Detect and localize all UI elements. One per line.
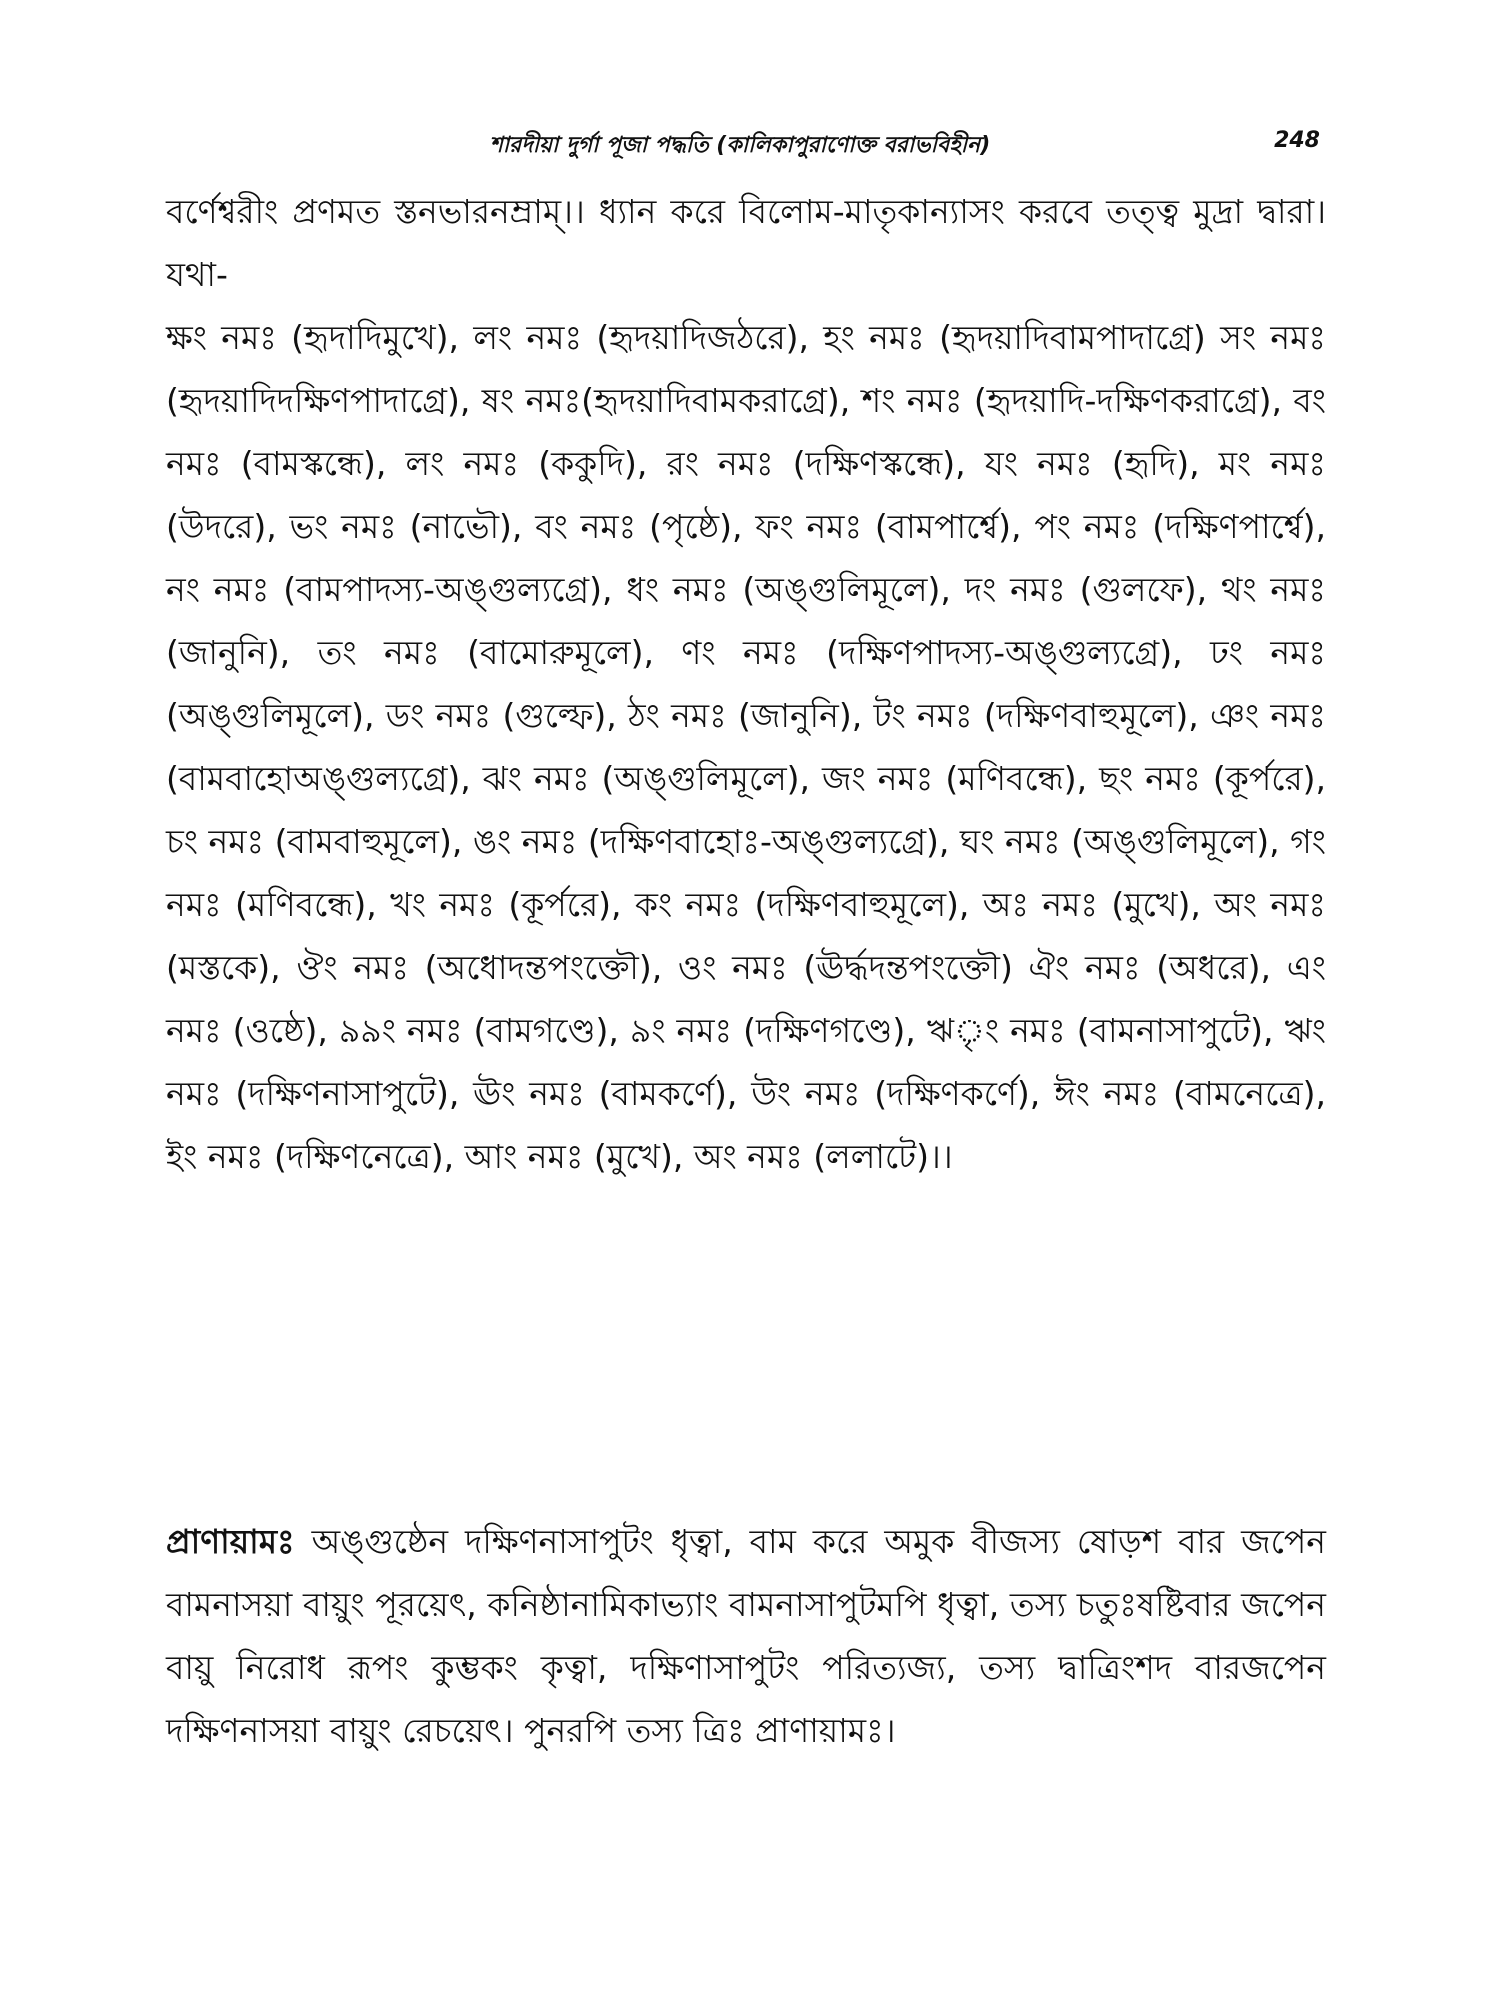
header-title: শারদীয়া দুর্গা পূজা পদ্ধতি (কালিকাপুরাণোক্ত বরাভবিহীন) — [489, 133, 991, 158]
running-header — [160, 128, 1320, 168]
pranayama-paragraph — [166, 1510, 1326, 1762]
nyasa-paragraph — [166, 306, 1326, 1188]
intro-paragraph — [166, 180, 1326, 306]
intro-text: বর্ণেশ্বরীং প্রণমত স্তনভারনম্রাম্।। ধ্যান করে বিলোম-মাতৃকান্যাসং করবে তত্ত্ব মুদ্রা দ্বারা। যথা- — [166, 192, 1326, 294]
pranayama-term: প্রাণায়ামঃ — [166, 1522, 295, 1561]
nyasa-text: ক্ষং নমঃ (হৃদাদিমুখে), লং নমঃ (হৃদয়াদিজঠরে), হং নমঃ (হৃদয়াদিবামপাদাগ্রে) সং নমঃ (হৃদয়াদিদক্ষিণপাদাগ্রে), ষং নমঃ(হৃদয়াদিবামকরাগ্রে), শং নমঃ (হৃদয়াদি-দক্ষিণকরাগ্রে), বং নমঃ (বামস্কন্ধে), লং নমঃ (ককুদি), রং নমঃ (দক্ষিণস্কন্ধে), যং নমঃ (হৃদি), মং নমঃ (উদরে), ভং নমঃ (নাভৌ), বং নমঃ (পৃষ্ঠে), ফং নমঃ (বামপার্শ্বে), পং নমঃ (দক্ষিণপার্শ্বে), নং নমঃ (বামপাদস্য-অঙ্গুল্যগ্রে), ধং নমঃ (অঙ্গুলিমূলে), দং নমঃ (গুলফে), থং নমঃ (জানুনি), তং নমঃ (বামোরুমূলে), ণং নমঃ (দক্ষিণপাদস্য-অঙ্গুল্যগ্রে), ঢং নমঃ (অঙ্গুলিমূলে), ডং নমঃ (গুল্ফে), ঠং নমঃ (জানুনি), টং নমঃ (দক্ষিণবাহুমূলে), ঞং নমঃ (বামবাহোঅঙ্গুল্যগ্রে), ঝং নমঃ (অঙ্গুলিমূলে), জং নমঃ (মণিবন্ধে), ছং নমঃ (কূর্পরে), চং নমঃ (বামবাহুমূলে), ঙং নমঃ (দক্ষিণবাহোঃ-অঙ্গুল্যগ্রে), ঘং নমঃ (অঙ্গুলিমূলে), গং নমঃ (মণিবন্ধে), খং নমঃ (কূর্পরে), কং নমঃ (দক্ষিণবাহুমূলে), অঃ নমঃ (মুখে), অং নমঃ (মস্তকে), ঔং নমঃ (অধোদন্তপংক্তৌ), ওং নমঃ (ঊর্দ্ধদন্তপংক্তৌ) ঐং নমঃ (অধরে), এং নমঃ (ওষ্ঠে), ৯৯ং নমঃ (বামগণ্ডে), ৯ং নমঃ (দক্ষিণগণ্ডে), ঋৃং নমঃ (বামনাসাপুটে), ঋং নমঃ (দক্ষিণনাসাপুটে), ঊং নমঃ (বামকর্ণে), উং নমঃ (দক্ষিণকর্ণে), ঈং নমঃ (বামনেত্রে), ইং নমঃ (দক্ষিণনেত্রে), আং নমঃ (মুখে), অং নমঃ (ললাটে)।। — [166, 318, 1326, 1176]
pranayama-body — [166, 1510, 1326, 1762]
pranayama-text: অঙ্গুষ্ঠেন দক্ষিণনাসাপুটং ধৃত্বা, বাম করে অমুক বীজস্য ষোড়শ বার জপেন বামনাসয়া বায়ুং পূরয়েৎ, কনিষ্ঠানামিকাভ্যাং বামনাসাপুটমপি ধৃত্বা, তস্য চতুঃষষ্টিবার জপেন বায়ু নিরোধ রূপং কুম্ভকং কৃত্বা, দক্ষিণাসাপুটং পরিত্যজ্য, তস্য দ্বাত্রিংশদ বারজপেন দক্ষিণনাসয়া বায়ুং রেচয়েৎ। পুনরপি তস্য ত্রিঃ প্রাণায়ামঃ। — [166, 1522, 1326, 1750]
page-number: 248 — [1274, 128, 1320, 153]
